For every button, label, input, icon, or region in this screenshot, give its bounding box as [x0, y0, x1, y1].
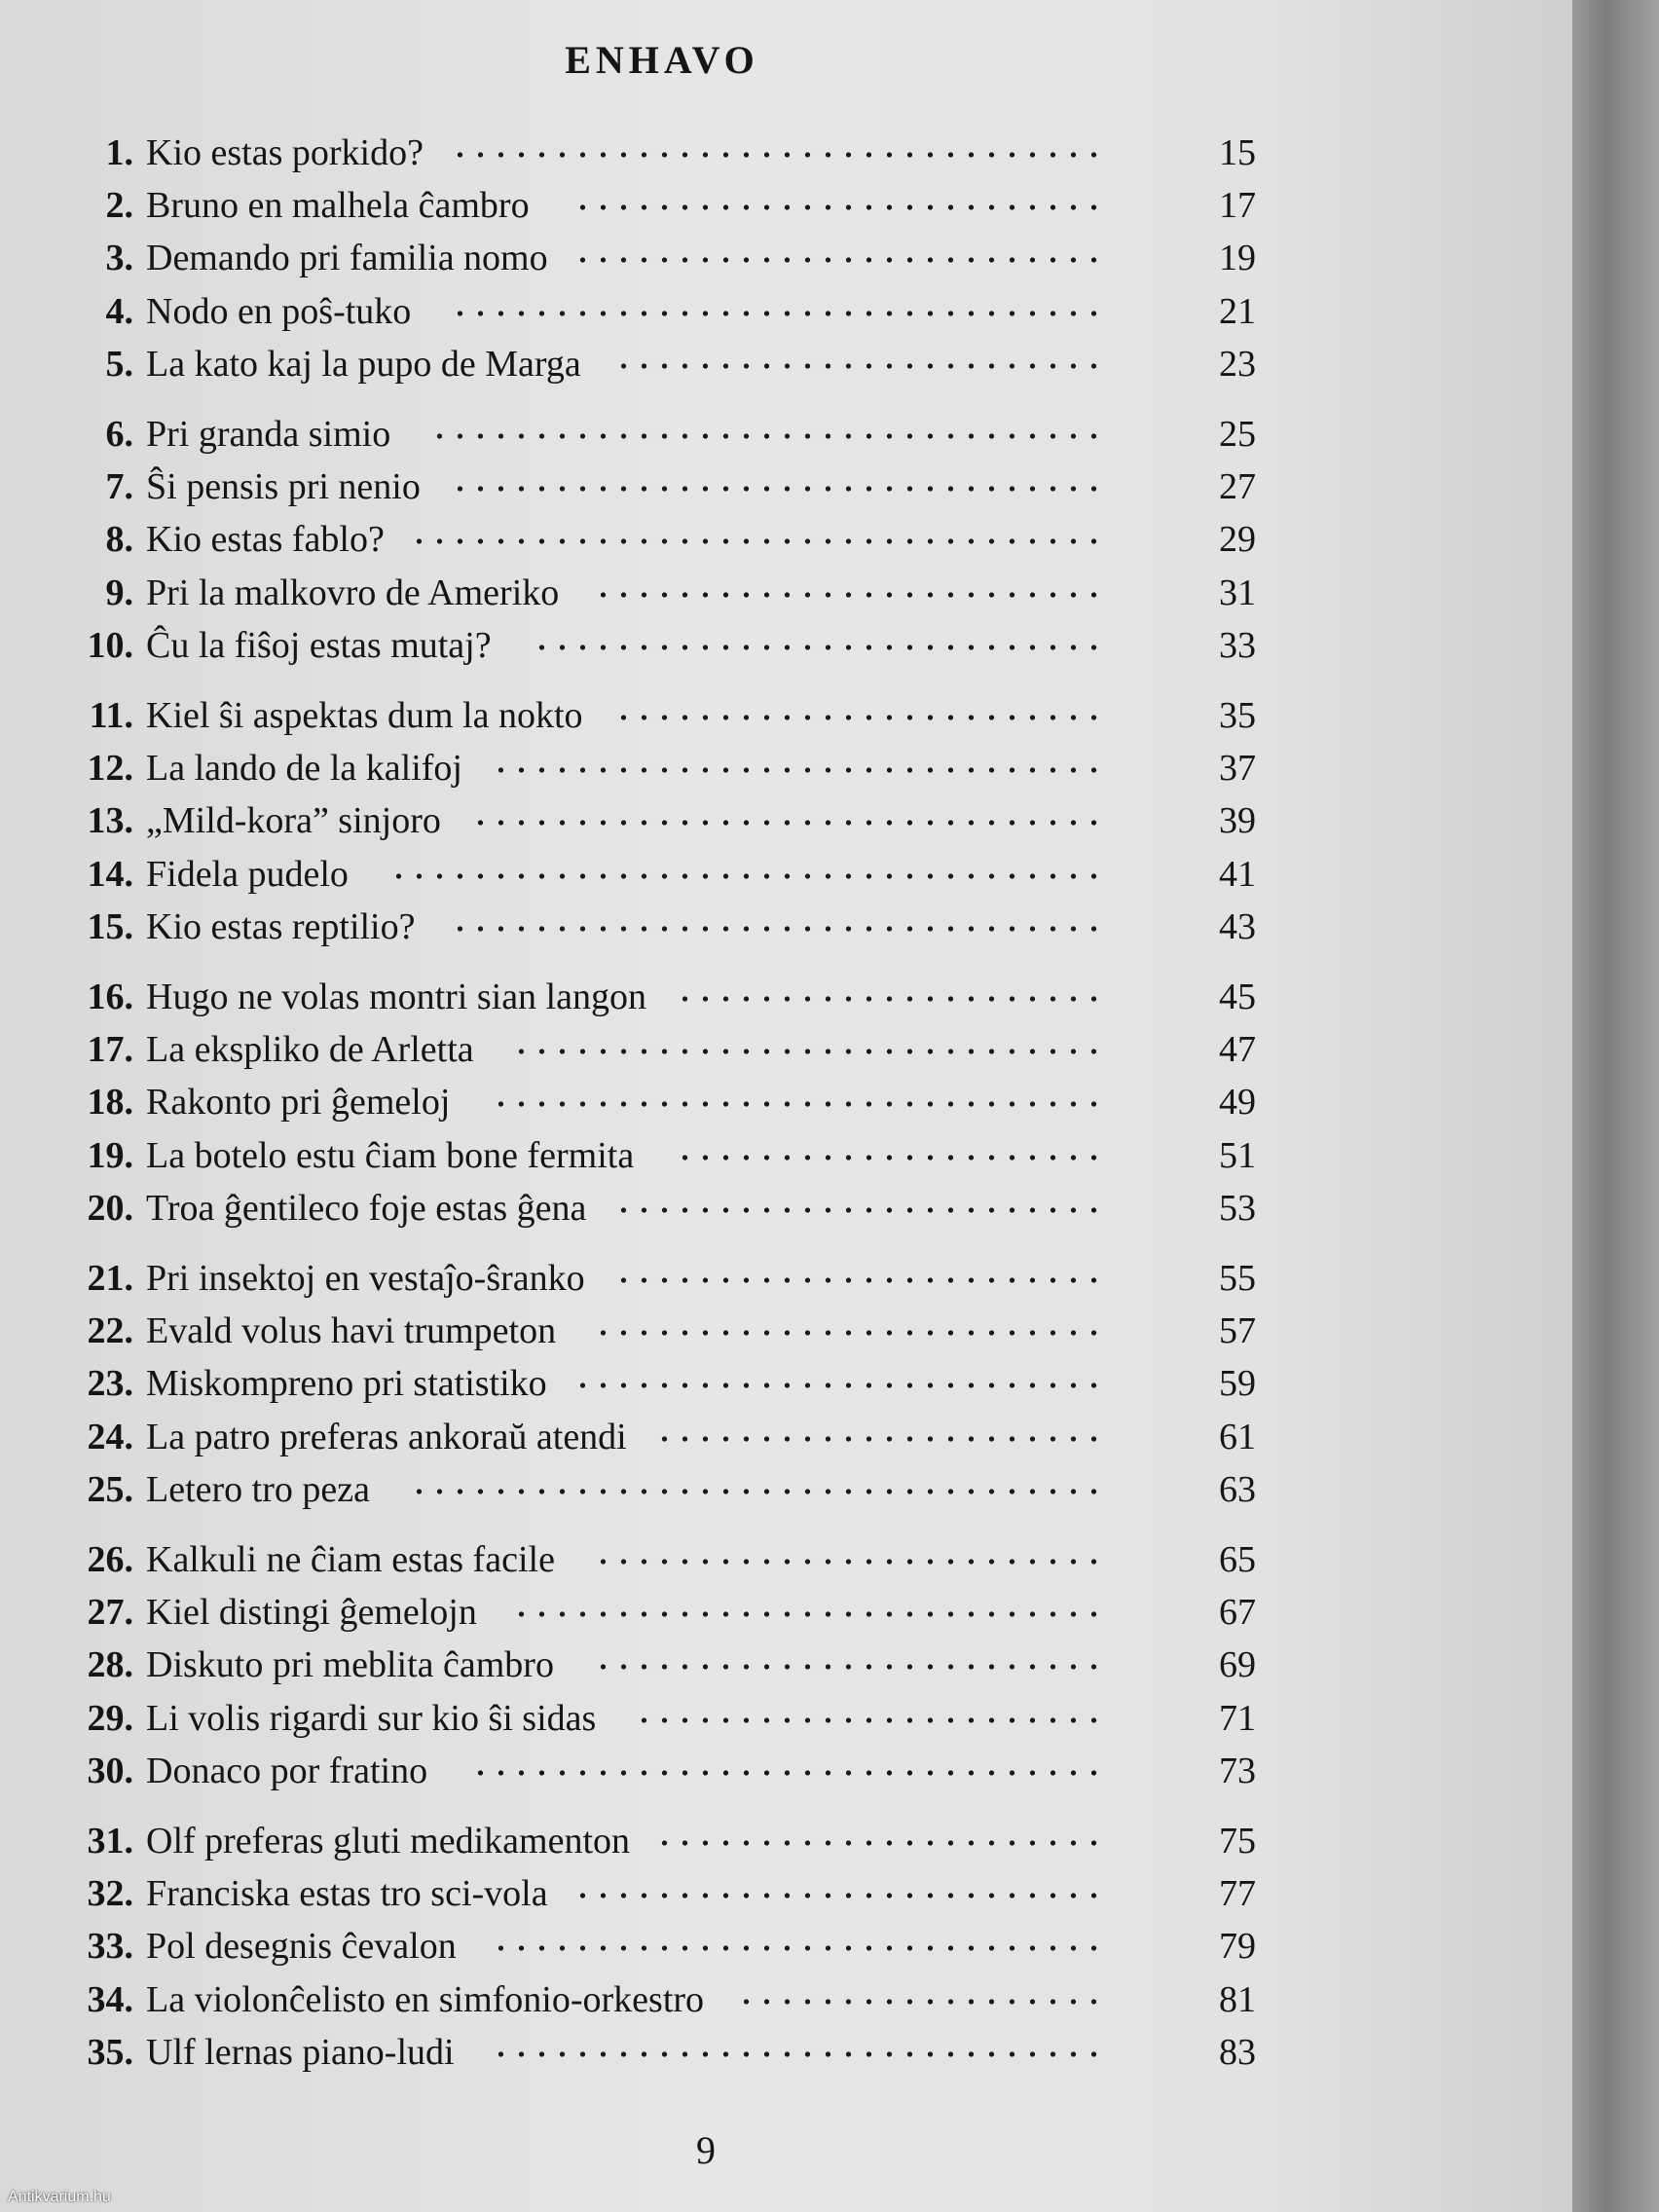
toc-entry-number: 11. — [89, 695, 133, 736]
toc-entry — [0, 1305, 1285, 1357]
dot-leader — [450, 152, 1100, 158]
toc-entry-number: 28. — [87, 1644, 133, 1686]
toc-entry-title: Kio estas porkido? — [146, 132, 424, 173]
toc-entry-page: 21 — [1219, 290, 1256, 332]
toc-entry — [0, 971, 1285, 1023]
toc-entry-title: Demando pri familia nomo — [146, 238, 548, 279]
dot-leader — [654, 1840, 1100, 1846]
toc-entry — [0, 901, 1285, 953]
toc-entry-page: 33 — [1219, 624, 1256, 666]
toc-entry — [0, 1586, 1285, 1639]
toc-entry-number: 1. — [105, 132, 133, 173]
dot-leader — [429, 433, 1100, 439]
dot-leader — [450, 311, 1100, 316]
toc-entry-title: Nodo en poŝ-tuko — [146, 290, 412, 332]
toc-entry — [0, 1252, 1285, 1305]
dot-leader — [572, 257, 1100, 263]
toc-entry-title: Kio estas fablo? — [146, 519, 385, 561]
toc-entry-number: 12. — [87, 748, 133, 790]
toc-entry-number: 15. — [87, 905, 133, 947]
toc-entry-number: 16. — [87, 977, 133, 1017]
toc-entry-title: Evald volus havi trumpeton — [146, 1310, 557, 1352]
dot-leader — [572, 1893, 1100, 1899]
toc-entry-page: 69 — [1219, 1644, 1256, 1686]
toc-entry-page: 39 — [1219, 800, 1256, 842]
toc-entry-page: 61 — [1219, 1416, 1256, 1457]
toc-entry-number: 8. — [105, 519, 133, 561]
toc-entry-page: 63 — [1219, 1468, 1256, 1510]
toc-entry-page: 29 — [1219, 519, 1256, 561]
watermark: Antikvarium.hu — [8, 2189, 111, 2205]
toc-entry-title: Troa ĝentileco foje estas ĝena — [146, 1187, 587, 1229]
toc-entry — [0, 285, 1285, 338]
toc-entry — [0, 567, 1285, 619]
toc-entry-number: 35. — [87, 2031, 133, 2073]
toc-entry-title: Ulf lernas piano-ludi — [146, 2031, 455, 2073]
toc-entry-number: 6. — [105, 414, 133, 455]
dot-leader — [470, 1770, 1100, 1776]
dot-leader — [613, 1277, 1100, 1283]
toc-entry-title: La botelo estu ĉiam bone fermita — [146, 1134, 635, 1176]
toc-entry-page: 37 — [1219, 748, 1256, 790]
toc-entry-number: 2. — [105, 185, 133, 227]
dot-leader — [532, 645, 1100, 650]
toc-entry-title: Ĉu la fiŝoj estas mutaj? — [146, 624, 492, 666]
toc-entry-title: Pri insektoj en vestaĵo-ŝranko — [146, 1258, 585, 1299]
toc-entry-page: 27 — [1219, 466, 1256, 508]
toc-entry-page: 43 — [1219, 905, 1256, 947]
toc-entry — [0, 1867, 1285, 1920]
toc-entry-title: Kiel ŝi aspektas dum la nokto — [146, 695, 583, 736]
toc-entry — [0, 1815, 1285, 1867]
toc-entry-number: 32. — [87, 1873, 133, 1915]
toc-entry-page: 57 — [1219, 1310, 1256, 1352]
page-number: 9 — [696, 2128, 716, 2172]
toc-entry-page: 47 — [1219, 1029, 1256, 1071]
dot-leader — [613, 1207, 1100, 1213]
toc-entry-page: 79 — [1219, 1926, 1256, 1968]
dot-leader — [450, 926, 1100, 932]
toc-entry-number: 29. — [87, 1697, 133, 1739]
toc-entry — [0, 1920, 1285, 1972]
toc-entry — [0, 794, 1285, 847]
dot-leader — [491, 767, 1100, 773]
dot-leader — [409, 538, 1100, 544]
toc-entry-title: Pri granda simio — [146, 414, 391, 455]
toc-entry — [0, 742, 1285, 794]
toc-entry-number: 26. — [87, 1539, 133, 1580]
toc-entry-number: 27. — [87, 1592, 133, 1634]
toc-entry-page: 23 — [1219, 343, 1256, 385]
toc-entry-page: 55 — [1219, 1258, 1256, 1299]
dot-leader — [388, 873, 1100, 879]
toc-entry — [0, 1973, 1285, 2026]
toc-entry-number: 18. — [87, 1082, 133, 1124]
toc-entry — [0, 408, 1285, 461]
toc-entry-page: 25 — [1219, 414, 1256, 455]
toc-entry — [0, 513, 1285, 566]
toc-entry-title: La kato kaj la pupo de Marga — [146, 343, 581, 385]
toc-entry — [0, 127, 1285, 179]
toc-entry-number: 7. — [105, 466, 133, 508]
toc-entry-number: 9. — [105, 571, 133, 613]
toc-entry — [0, 1076, 1285, 1128]
dot-leader — [511, 1611, 1100, 1617]
toc-entry-title: Kiel distingi ĝemelojn — [146, 1592, 477, 1634]
toc-entry-page: 19 — [1219, 238, 1256, 279]
toc-entry-page: 83 — [1219, 2031, 1256, 2073]
toc-entry-page: 73 — [1219, 1750, 1256, 1791]
toc-entry-title: La lando de la kalifoj — [146, 748, 462, 790]
toc-entry — [0, 1463, 1285, 1516]
dot-leader — [736, 1999, 1100, 2005]
toc-entry — [0, 461, 1285, 513]
dot-leader — [572, 1382, 1100, 1388]
toc-entry-title: Letero tro peza — [146, 1468, 370, 1510]
toc-entry — [0, 848, 1285, 901]
toc-entry — [0, 619, 1285, 672]
toc-entry-page: 51 — [1219, 1134, 1256, 1176]
toc-entry-number: 22. — [87, 1310, 133, 1352]
toc-entry — [0, 1357, 1285, 1410]
toc-entry-number: 19. — [87, 1134, 133, 1176]
toc-entry — [0, 1639, 1285, 1691]
dot-leader — [491, 1945, 1100, 1951]
toc-entry-page: 17 — [1219, 185, 1256, 227]
dot-leader — [491, 1101, 1100, 1107]
dot-leader — [491, 2051, 1100, 2057]
dot-leader — [613, 715, 1100, 720]
toc-entry-title: La violonĉelisto en simfonio-orkestro — [146, 1978, 705, 2020]
dot-leader — [511, 1049, 1100, 1054]
toc-entry-page: 35 — [1219, 695, 1256, 736]
toc-entry-page: 41 — [1219, 853, 1256, 895]
toc-entry-number: 30. — [87, 1750, 133, 1791]
page-title: ENHAVO — [565, 38, 759, 82]
toc-entry-page: 15 — [1219, 132, 1256, 173]
toc-entry-title: Pri la malkovro de Ameriko — [146, 571, 560, 613]
toc-entry-title: Bruno en malhela ĉambro — [146, 185, 530, 227]
dot-leader — [409, 1489, 1100, 1494]
dot-leader — [593, 1559, 1100, 1565]
toc-entry-page: 45 — [1219, 977, 1256, 1017]
toc-entry-number: 5. — [105, 343, 133, 385]
toc-entry — [0, 2026, 1285, 2079]
toc-entry-page: 67 — [1219, 1592, 1256, 1634]
toc-entry-number: 13. — [87, 800, 133, 842]
toc-entry-title: Ŝi pensis pri nenio — [146, 466, 421, 508]
toc-entry-number: 21. — [87, 1258, 133, 1299]
toc-entry-title: Donaco por fratino — [146, 1750, 428, 1791]
toc-entry-page: 53 — [1219, 1187, 1256, 1229]
toc-entry-number: 10. — [87, 624, 133, 666]
toc-entry-page: 81 — [1219, 1978, 1256, 2020]
dot-leader — [593, 592, 1100, 598]
toc-entry-title: Hugo ne volas montri sian langon — [146, 977, 646, 1017]
toc-entry-page: 75 — [1219, 1821, 1256, 1862]
toc-entry-title: La patro preferas ankoraŭ atendi — [146, 1416, 627, 1457]
toc-entry-title: Miskompreno pri statistiko — [146, 1363, 547, 1405]
toc-entry-title: Olf preferas gluti medikamenton — [146, 1821, 631, 1862]
toc-entry-number: 3. — [105, 238, 133, 279]
toc-entry — [0, 1745, 1285, 1797]
toc-entry — [0, 179, 1285, 232]
dot-leader — [613, 363, 1100, 369]
toc-entry-number: 24. — [87, 1416, 133, 1457]
toc-entry-number: 20. — [87, 1187, 133, 1229]
toc-entry — [0, 1533, 1285, 1586]
toc-entry — [0, 1129, 1285, 1182]
toc-entry-number: 23. — [87, 1363, 133, 1405]
toc-entry-title: La ekspliko de Arletta — [146, 1029, 474, 1071]
toc-entry-page: 71 — [1219, 1697, 1256, 1739]
dot-leader — [572, 204, 1100, 210]
toc-entry-title: „Mild-kora” sinjoro — [146, 800, 441, 842]
toc-entry-title: Li volis rigardi sur kio ŝi sidas — [146, 1697, 597, 1739]
toc-entry-number: 34. — [87, 1978, 133, 2020]
toc-entry-number: 31. — [87, 1821, 133, 1862]
toc-entry-page: 59 — [1219, 1363, 1256, 1405]
toc-entry-number: 4. — [105, 290, 133, 332]
toc-entry-page: 49 — [1219, 1082, 1256, 1124]
toc-entry — [0, 1182, 1285, 1235]
toc-entry — [0, 232, 1285, 284]
dot-leader — [593, 1664, 1100, 1670]
dot-leader — [470, 820, 1100, 826]
toc-entry-page: 31 — [1219, 571, 1256, 613]
toc-entry-number: 25. — [87, 1468, 133, 1510]
toc-entry-title: Kio estas reptilio? — [146, 905, 416, 947]
book-gutter-edge — [1572, 0, 1659, 2212]
toc-entry-title: Fidela pudelo — [146, 853, 349, 895]
dot-leader — [634, 1717, 1100, 1723]
toc-entry — [0, 689, 1285, 742]
dot-leader — [654, 1436, 1100, 1442]
toc-entry-title: Franciska estas tro sci-vola — [146, 1873, 548, 1915]
toc-entry — [0, 1023, 1285, 1076]
toc-entry-number: 14. — [87, 853, 133, 895]
toc-entry — [0, 1411, 1285, 1463]
dot-leader — [450, 486, 1100, 492]
dot-leader — [675, 1155, 1100, 1161]
toc-entry-title: Diskuto pri meblita ĉambro — [146, 1644, 554, 1686]
toc-entry-number: 17. — [87, 1029, 133, 1071]
dot-leader — [675, 996, 1100, 1002]
toc-entry-title: Pol desegnis ĉevalon — [146, 1926, 457, 1968]
toc-entry-title: Rakonto pri ĝemeloj — [146, 1082, 451, 1124]
toc-entry — [0, 338, 1285, 390]
toc-entry-page: 77 — [1219, 1873, 1256, 1915]
dot-leader — [593, 1330, 1100, 1336]
toc-entry-title: Kalkuli ne ĉiam estas facile — [146, 1539, 555, 1580]
toc-entry-number: 33. — [87, 1926, 133, 1968]
toc-entry — [0, 1692, 1285, 1745]
toc-entry-page: 65 — [1219, 1539, 1256, 1580]
